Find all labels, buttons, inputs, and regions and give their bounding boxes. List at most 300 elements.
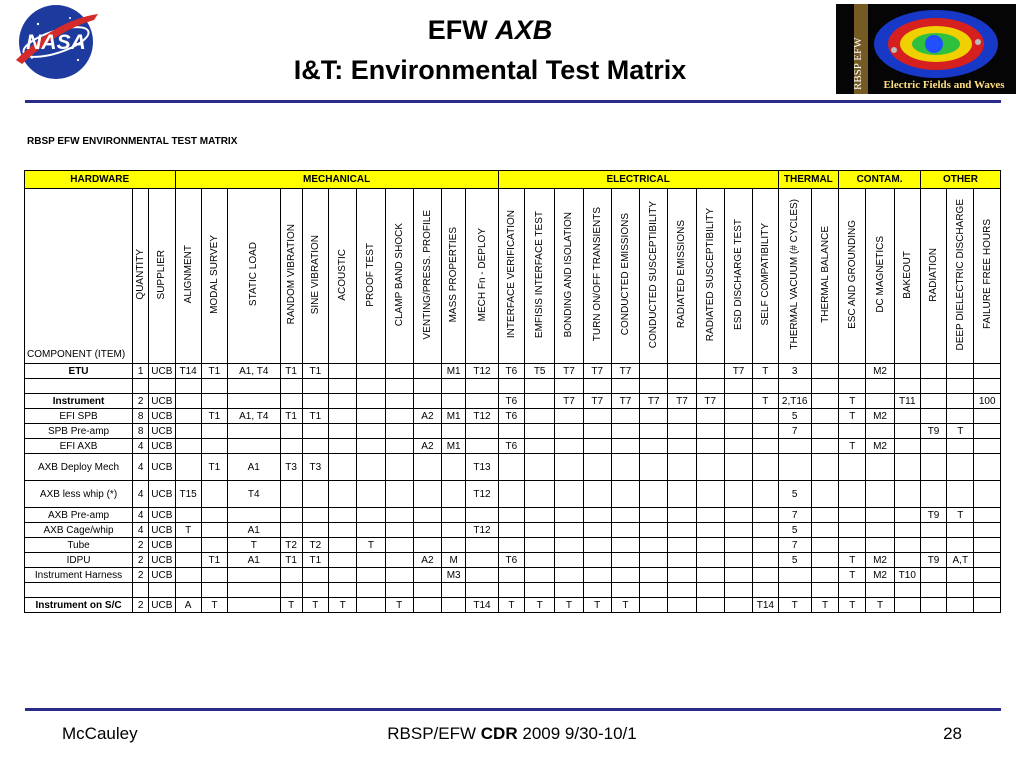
matrix-cell: 5 — [778, 409, 811, 424]
column-header-clamp-band-shock — [385, 189, 413, 364]
matrix-cell — [974, 568, 1001, 583]
matrix-cell — [555, 379, 583, 394]
matrix-cell: 2 — [133, 394, 149, 409]
matrix-cell: T — [839, 598, 866, 613]
footer-event — [0, 724, 1024, 744]
column-header-label: ALIGNMENT — [182, 245, 194, 304]
matrix-cell: 4 — [133, 481, 149, 508]
matrix-cell: 2,T16 — [778, 394, 811, 409]
matrix-cell — [811, 454, 838, 481]
matrix-cell — [947, 598, 974, 613]
matrix-cell — [385, 523, 413, 538]
column-header-label: MODAL SURVEY — [208, 235, 220, 314]
matrix-cell — [811, 394, 838, 409]
matrix-cell — [839, 523, 866, 538]
matrix-cell: T — [753, 394, 778, 409]
matrix-cell — [640, 538, 668, 553]
matrix-cell — [525, 568, 555, 583]
matrix-cell — [668, 379, 696, 394]
matrix-cell — [724, 454, 752, 481]
matrix-cell — [413, 454, 441, 481]
column-header-label: QUANTITY — [135, 249, 147, 300]
column-header-proof-test — [357, 189, 385, 364]
matrix-cell — [525, 553, 555, 568]
matrix-cell — [920, 538, 946, 553]
matrix-cell — [328, 394, 356, 409]
matrix-cell: A,T — [947, 553, 974, 568]
matrix-cell — [133, 583, 149, 598]
matrix-cell — [947, 409, 974, 424]
matrix-cell: T — [778, 598, 811, 613]
matrix-cell — [357, 379, 385, 394]
matrix-cell — [640, 454, 668, 481]
matrix-cell — [228, 598, 281, 613]
matrix-cell: T5 — [525, 364, 555, 379]
matrix-cell — [328, 481, 356, 508]
table-row — [25, 523, 1001, 538]
matrix-cell — [442, 583, 466, 598]
matrix-cell — [974, 538, 1001, 553]
matrix-cell: T12 — [466, 364, 498, 379]
matrix-cell — [175, 454, 201, 481]
matrix-cell — [201, 424, 227, 439]
matrix-cell: 5 — [778, 523, 811, 538]
column-header-label: MECH Fn - DEPLOY — [476, 227, 488, 322]
matrix-cell — [357, 454, 385, 481]
matrix-cell — [753, 454, 778, 481]
matrix-cell — [228, 583, 281, 598]
matrix-cell — [668, 508, 696, 523]
matrix-cell — [920, 523, 946, 538]
matrix-cell — [611, 523, 639, 538]
matrix-cell — [385, 481, 413, 508]
column-header-emfisis-interface-test — [525, 189, 555, 364]
matrix-cell — [583, 454, 611, 481]
matrix-cell — [583, 568, 611, 583]
matrix-cell — [442, 394, 466, 409]
matrix-cell — [302, 424, 328, 439]
matrix-cell — [498, 523, 524, 538]
matrix-cell — [640, 508, 668, 523]
matrix-cell — [696, 538, 724, 553]
matrix-cell — [328, 424, 356, 439]
matrix-cell: M2 — [866, 439, 894, 454]
matrix-cell — [175, 439, 201, 454]
matrix-cell: T7 — [583, 394, 611, 409]
matrix-cell — [894, 439, 920, 454]
column-header-label: MASS PROPERTIES — [448, 226, 460, 323]
matrix-cell — [525, 454, 555, 481]
matrix-cell — [413, 394, 441, 409]
matrix-cell: T — [555, 598, 583, 613]
matrix-cell — [753, 568, 778, 583]
matrix-cell — [668, 553, 696, 568]
matrix-cell — [413, 481, 441, 508]
matrix-cell: T1 — [302, 364, 328, 379]
matrix-cell — [640, 583, 668, 598]
matrix-cell — [583, 424, 611, 439]
matrix-cell — [385, 508, 413, 523]
matrix-cell: T — [280, 598, 302, 613]
spacer-row — [25, 379, 1001, 394]
matrix-cell — [839, 538, 866, 553]
matrix-cell — [894, 553, 920, 568]
matrix-cell — [357, 481, 385, 508]
matrix-cell — [385, 409, 413, 424]
matrix-cell — [302, 439, 328, 454]
matrix-cell — [442, 508, 466, 523]
matrix-cell: T7 — [668, 394, 696, 409]
matrix-cell — [328, 379, 356, 394]
matrix-cell — [611, 424, 639, 439]
matrix-cell — [611, 409, 639, 424]
matrix-cell — [385, 394, 413, 409]
matrix-cell — [357, 583, 385, 598]
column-header-label: SELF COMPATIBILITY — [759, 223, 771, 326]
matrix-cell — [357, 568, 385, 583]
column-header-label: FAILURE FREE HOURS — [981, 219, 993, 330]
matrix-cell — [525, 538, 555, 553]
matrix-cell — [201, 481, 227, 508]
matrix-cell — [753, 508, 778, 523]
column-header-venting-press-profile — [413, 189, 441, 364]
matrix-cell — [555, 424, 583, 439]
matrix-cell — [724, 538, 752, 553]
table-row — [25, 454, 1001, 481]
matrix-cell — [228, 379, 281, 394]
footer-divider — [25, 708, 1001, 711]
matrix-cell — [328, 523, 356, 538]
matrix-cell: T2 — [280, 538, 302, 553]
matrix-cell — [525, 508, 555, 523]
component-name: AXB Deploy Mech — [25, 454, 133, 481]
matrix-cell: UCB — [149, 538, 175, 553]
matrix-cell — [724, 409, 752, 424]
matrix-cell — [974, 508, 1001, 523]
matrix-cell — [498, 568, 524, 583]
matrix-cell — [498, 481, 524, 508]
matrix-cell — [385, 583, 413, 598]
matrix-cell: T7 — [724, 364, 752, 379]
matrix-cell — [866, 424, 894, 439]
matrix-cell — [328, 538, 356, 553]
matrix-cell — [753, 379, 778, 394]
matrix-cell — [839, 583, 866, 598]
column-header-label: EMFISIS INTERFACE TEST — [534, 210, 546, 339]
column-header-supplier — [149, 189, 175, 364]
matrix-cell — [947, 439, 974, 454]
matrix-cell — [724, 583, 752, 598]
spacer-row — [25, 583, 1001, 598]
matrix-cell — [385, 553, 413, 568]
matrix-cell — [583, 523, 611, 538]
column-header-label: CONDUCTED SUSCEPTIBILITY — [648, 200, 660, 349]
column-header-label: THERMAL VACUUM (# CYCLES) — [789, 199, 801, 350]
matrix-cell: 7 — [778, 538, 811, 553]
matrix-cell: T — [498, 598, 524, 613]
matrix-cell: T — [866, 598, 894, 613]
matrix-cell: T12 — [466, 409, 498, 424]
matrix-cell — [894, 508, 920, 523]
matrix-cell: T — [175, 523, 201, 538]
component-name: Instrument on S/C — [25, 598, 133, 613]
matrix-cell — [753, 439, 778, 454]
column-header-modal-survey — [201, 189, 227, 364]
matrix-cell — [175, 583, 201, 598]
matrix-cell — [175, 538, 201, 553]
matrix-cell — [947, 394, 974, 409]
matrix-cell — [894, 583, 920, 598]
matrix-cell — [920, 454, 946, 481]
matrix-cell — [228, 568, 281, 583]
matrix-cell — [866, 394, 894, 409]
matrix-cell: 8 — [133, 424, 149, 439]
matrix-cell: T1 — [201, 364, 227, 379]
matrix-cell: 7 — [778, 508, 811, 523]
column-header-mech-fn-deploy — [466, 189, 498, 364]
matrix-cell — [357, 394, 385, 409]
matrix-cell — [947, 379, 974, 394]
column-header-esd-discharge-test — [724, 189, 752, 364]
matrix-cell — [920, 481, 946, 508]
matrix-cell — [328, 364, 356, 379]
matrix-cell: 4 — [133, 439, 149, 454]
group-header-row — [25, 171, 1001, 189]
matrix-cell — [302, 583, 328, 598]
matrix-cell: M3 — [442, 568, 466, 583]
matrix-cell — [175, 394, 201, 409]
matrix-cell — [920, 394, 946, 409]
component-name — [25, 583, 133, 598]
matrix-cell: T — [947, 508, 974, 523]
matrix-cell — [668, 583, 696, 598]
matrix-cell — [640, 481, 668, 508]
component-name: IDPU — [25, 553, 133, 568]
matrix-cell — [280, 568, 302, 583]
matrix-cell — [583, 409, 611, 424]
matrix-cell: 4 — [133, 523, 149, 538]
footer-event-suffix: 2009 9/30-10/1 — [522, 724, 637, 743]
matrix-cell — [328, 583, 356, 598]
matrix-cell — [228, 424, 281, 439]
matrix-cell — [696, 583, 724, 598]
matrix-cell: T7 — [555, 394, 583, 409]
matrix-cell: T — [228, 538, 281, 553]
matrix-cell — [696, 424, 724, 439]
matrix-cell — [668, 598, 696, 613]
matrix-cell: T14 — [466, 598, 498, 613]
matrix-cell — [385, 568, 413, 583]
matrix-cell: A1, T4 — [228, 409, 281, 424]
column-header-label: INTERFACE VERIFICATION — [505, 210, 517, 339]
component-name: Instrument — [25, 394, 133, 409]
efw-logo-side-text: RBSP EFW — [852, 37, 864, 90]
matrix-cell: M1 — [442, 364, 466, 379]
matrix-cell — [778, 583, 811, 598]
matrix-cell: UCB — [149, 508, 175, 523]
matrix-cell — [839, 364, 866, 379]
matrix-cell — [280, 394, 302, 409]
matrix-cell — [413, 424, 441, 439]
matrix-cell — [811, 481, 838, 508]
matrix-cell: T1 — [201, 454, 227, 481]
nasa-logo — [8, 2, 104, 82]
matrix-cell — [724, 508, 752, 523]
column-header-label: THERMAL BALANCE — [819, 226, 831, 323]
matrix-cell — [753, 409, 778, 424]
column-header-label: RANDOM VIBRATION — [285, 224, 297, 325]
matrix-cell: T6 — [498, 553, 524, 568]
matrix-cell: T6 — [498, 439, 524, 454]
matrix-cell — [442, 379, 466, 394]
matrix-cell — [611, 481, 639, 508]
matrix-cell: 2 — [133, 598, 149, 613]
matrix-cell: A2 — [413, 439, 441, 454]
matrix-cell — [668, 424, 696, 439]
matrix-cell — [866, 538, 894, 553]
component-name: Instrument Harness — [25, 568, 133, 583]
matrix-cell — [839, 424, 866, 439]
matrix-cell — [894, 481, 920, 508]
matrix-cell — [466, 379, 498, 394]
column-header-sine-vibration — [302, 189, 328, 364]
matrix-cell — [583, 553, 611, 568]
matrix-cell: T1 — [280, 364, 302, 379]
matrix-cell: UCB — [149, 409, 175, 424]
matrix-cell — [696, 598, 724, 613]
matrix-cell — [357, 523, 385, 538]
matrix-cell — [201, 508, 227, 523]
matrix-cell: T7 — [583, 364, 611, 379]
matrix-cell — [724, 379, 752, 394]
column-header-label: DEEP DIELECTRIC DISCHARGE — [954, 198, 966, 351]
matrix-cell: T10 — [894, 568, 920, 583]
matrix-cell: T9 — [920, 424, 946, 439]
column-header-label: PROOF TEST — [365, 242, 377, 307]
matrix-cell — [525, 379, 555, 394]
matrix-cell — [555, 568, 583, 583]
matrix-cell: UCB — [149, 364, 175, 379]
matrix-cell — [947, 454, 974, 481]
matrix-cell: T7 — [611, 364, 639, 379]
matrix-cell — [778, 568, 811, 583]
matrix-cell — [498, 583, 524, 598]
matrix-cell — [974, 598, 1001, 613]
matrix-cell — [696, 379, 724, 394]
matrix-cell — [724, 481, 752, 508]
matrix-cell: T — [753, 364, 778, 379]
matrix-cell — [201, 379, 227, 394]
column-header-label: SINE VIBRATION — [309, 234, 321, 315]
matrix-cell: M2 — [866, 568, 894, 583]
column-header-quantity — [133, 189, 149, 364]
matrix-cell — [724, 523, 752, 538]
matrix-cell — [611, 439, 639, 454]
matrix-cell — [753, 481, 778, 508]
matrix-cell — [555, 523, 583, 538]
matrix-cell: M2 — [866, 553, 894, 568]
matrix-cell — [357, 409, 385, 424]
matrix-cell — [920, 598, 946, 613]
matrix-cell: UCB — [149, 454, 175, 481]
matrix-cell — [668, 454, 696, 481]
matrix-cell — [894, 424, 920, 439]
matrix-cell — [640, 553, 668, 568]
nasa-logo-text: NASA — [26, 31, 86, 54]
matrix-cell: T12 — [466, 523, 498, 538]
matrix-cell — [498, 424, 524, 439]
matrix-cell: T — [839, 568, 866, 583]
matrix-cell — [555, 454, 583, 481]
column-header-alignment — [175, 189, 201, 364]
matrix-cell: UCB — [149, 481, 175, 508]
matrix-cell — [947, 568, 974, 583]
matrix-cell — [555, 553, 583, 568]
matrix-cell: M2 — [866, 409, 894, 424]
matrix-cell — [974, 481, 1001, 508]
group-thermal: THERMAL — [778, 171, 839, 189]
matrix-cell — [328, 409, 356, 424]
matrix-cell: T14 — [753, 598, 778, 613]
footer-author: McCauley — [62, 724, 138, 743]
matrix-cell: UCB — [149, 568, 175, 583]
matrix-cell: UCB — [149, 394, 175, 409]
matrix-cell: T — [839, 439, 866, 454]
column-header-failure-free-hours — [974, 189, 1001, 364]
matrix-cell — [466, 568, 498, 583]
component-name: EFI SPB — [25, 409, 133, 424]
matrix-cell: T7 — [640, 394, 668, 409]
matrix-cell — [894, 598, 920, 613]
matrix-body — [25, 364, 1001, 613]
matrix-cell — [811, 568, 838, 583]
matrix-cell — [583, 439, 611, 454]
group-hardware: HARDWARE — [25, 171, 176, 189]
column-header-component: COMPONENT (ITEM) — [25, 189, 133, 364]
matrix-cell — [640, 379, 668, 394]
matrix-cell — [525, 409, 555, 424]
matrix-cell — [866, 454, 894, 481]
matrix-cell — [357, 439, 385, 454]
matrix-cell — [839, 379, 866, 394]
matrix-cell: T — [839, 409, 866, 424]
matrix-cell — [525, 481, 555, 508]
matrix-cell: T — [611, 598, 639, 613]
rbsp-efw-logo-graphic — [836, 4, 1016, 94]
column-header-dc-magnetics — [866, 189, 894, 364]
column-header-turn-on-off-transients — [583, 189, 611, 364]
component-name: AXB Pre-amp — [25, 508, 133, 523]
matrix-cell — [640, 364, 668, 379]
matrix-cell — [696, 523, 724, 538]
matrix-cell — [385, 364, 413, 379]
column-header-bakeout — [894, 189, 920, 364]
matrix-cell — [724, 394, 752, 409]
matrix-cell — [724, 568, 752, 583]
matrix-cell — [302, 568, 328, 583]
matrix-cell: 2 — [133, 568, 149, 583]
column-header-label: TURN ON/OFF TRANSIENTS — [591, 207, 603, 342]
matrix-cell — [668, 481, 696, 508]
matrix-cell — [583, 538, 611, 553]
column-header-label: SUPPLIER — [156, 249, 168, 300]
group-mechanical: MECHANICAL — [175, 171, 498, 189]
matrix-cell: 5 — [778, 481, 811, 508]
column-header-radiated-susceptibility — [696, 189, 724, 364]
matrix-cell: A1, T4 — [228, 364, 281, 379]
matrix-cell — [201, 523, 227, 538]
matrix-cell: T — [201, 598, 227, 613]
